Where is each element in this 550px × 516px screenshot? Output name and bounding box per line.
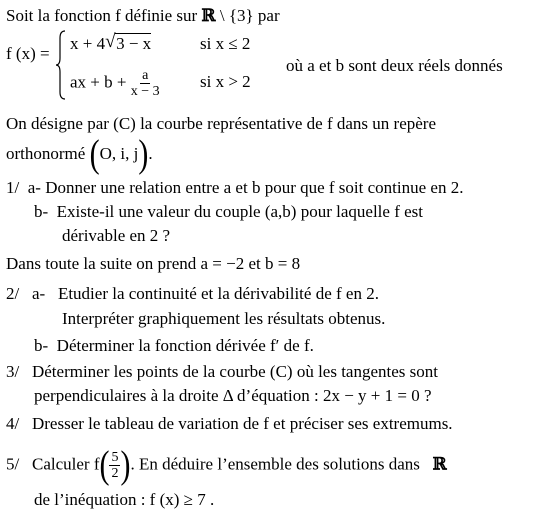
question-1b bbox=[34, 202, 423, 222]
case1-condition: si x ≤ 2 bbox=[200, 34, 251, 53]
q5-set-symbol: ℝ bbox=[432, 454, 447, 475]
case2-numerator: a bbox=[142, 68, 149, 83]
q2-number: 2/ bbox=[6, 284, 20, 303]
suite-line: Dans toute la suite on prend a = −2 et b = 8 bbox=[6, 254, 301, 273]
q2-a-text-1: Etudier la continuité et la dérivabilité de f en 2. bbox=[57, 284, 379, 303]
function-lhs: f (x) = bbox=[6, 44, 50, 63]
domain-symbol: ℝ bbox=[201, 6, 216, 26]
q3-text-1: Déterminer les points de la courbe (C) où les tangentes sont bbox=[31, 362, 438, 381]
q2-a-text-2: Interpréter graphiquement les résultats obtenus. bbox=[62, 309, 386, 328]
q2-a-label: a- bbox=[31, 284, 46, 303]
intro-prefix: Soit la fonction f définie sur bbox=[6, 6, 202, 25]
q1-a-label: a- bbox=[27, 178, 41, 197]
case2-expression: ax + b + bbox=[70, 72, 127, 92]
q4-text: Dresser le tableau de variation de f et préciser ses extremums. bbox=[31, 414, 453, 433]
q2-b-label: b- bbox=[34, 336, 49, 355]
q5-text-a: Calculer f bbox=[31, 454, 100, 474]
q2-b-text: Déterminer la fonction dérivée f′ de f. bbox=[56, 336, 314, 355]
context-suffix: . bbox=[148, 144, 153, 163]
q3-text-2: perpendiculaires à la droite Δ d’équation : 2x − y + 1 = 0 ? bbox=[34, 386, 432, 405]
case2-denominator: x − 3 bbox=[130, 84, 160, 99]
case1-radicand: 3 − x bbox=[116, 34, 152, 53]
q1-b-text-2: dérivable en 2 ? bbox=[62, 226, 171, 245]
sqrt-symbol bbox=[105, 34, 151, 54]
case1-expression: x + 4 bbox=[70, 34, 106, 53]
question-4 bbox=[6, 414, 453, 434]
question-3-line-1 bbox=[6, 362, 438, 382]
piecewise-brace bbox=[56, 30, 66, 100]
case-2 bbox=[70, 68, 160, 99]
q5-frac-numerator: 5 bbox=[111, 450, 119, 465]
question-1a bbox=[6, 178, 463, 198]
q1-b-text-1: Existe-il une valeur du couple (a,b) pour laquelle f est bbox=[56, 202, 423, 221]
case2-fraction bbox=[131, 68, 160, 99]
domain-suffix: \ {3} par bbox=[215, 6, 280, 25]
q4-number: 4/ bbox=[6, 414, 20, 433]
parameters-note: où a et b sont deux réels donnés bbox=[286, 56, 503, 75]
question-2a bbox=[6, 284, 379, 304]
case-1 bbox=[70, 34, 151, 54]
q5-frac-denominator: 2 bbox=[111, 466, 119, 481]
q5-number: 5/ bbox=[6, 454, 20, 474]
context-prefix: orthonormé bbox=[6, 144, 90, 163]
q5-text-b: . En déduire l’ensemble des solutions dans bbox=[130, 454, 420, 474]
case2-condition: si x > 2 bbox=[200, 72, 251, 91]
q1-a-text: Donner une relation entre a et b pour que f soit continue en 2. bbox=[45, 178, 464, 197]
frame-notation: O, i, j bbox=[99, 144, 139, 163]
q1-b-label: b- bbox=[34, 202, 49, 221]
question-2b bbox=[34, 336, 314, 356]
context-line-2: orthonormé (O, i, j). bbox=[6, 132, 153, 176]
q1-number: 1/ bbox=[6, 178, 20, 197]
q3-number: 3/ bbox=[6, 362, 20, 381]
q5-text-c: de l’inéquation : f (x) ≥ 7 . bbox=[34, 490, 215, 509]
q5-fraction bbox=[109, 450, 120, 481]
intro-line bbox=[6, 6, 280, 26]
question-5: 5/ Calculer f( $\frac{5}{2}$ ). En déduire l’ensemble des solutions dans ℝ bbox=[6, 443, 447, 487]
context-line-1: On désigne par (C) la courbe représentative de f dans un repère bbox=[6, 114, 437, 133]
